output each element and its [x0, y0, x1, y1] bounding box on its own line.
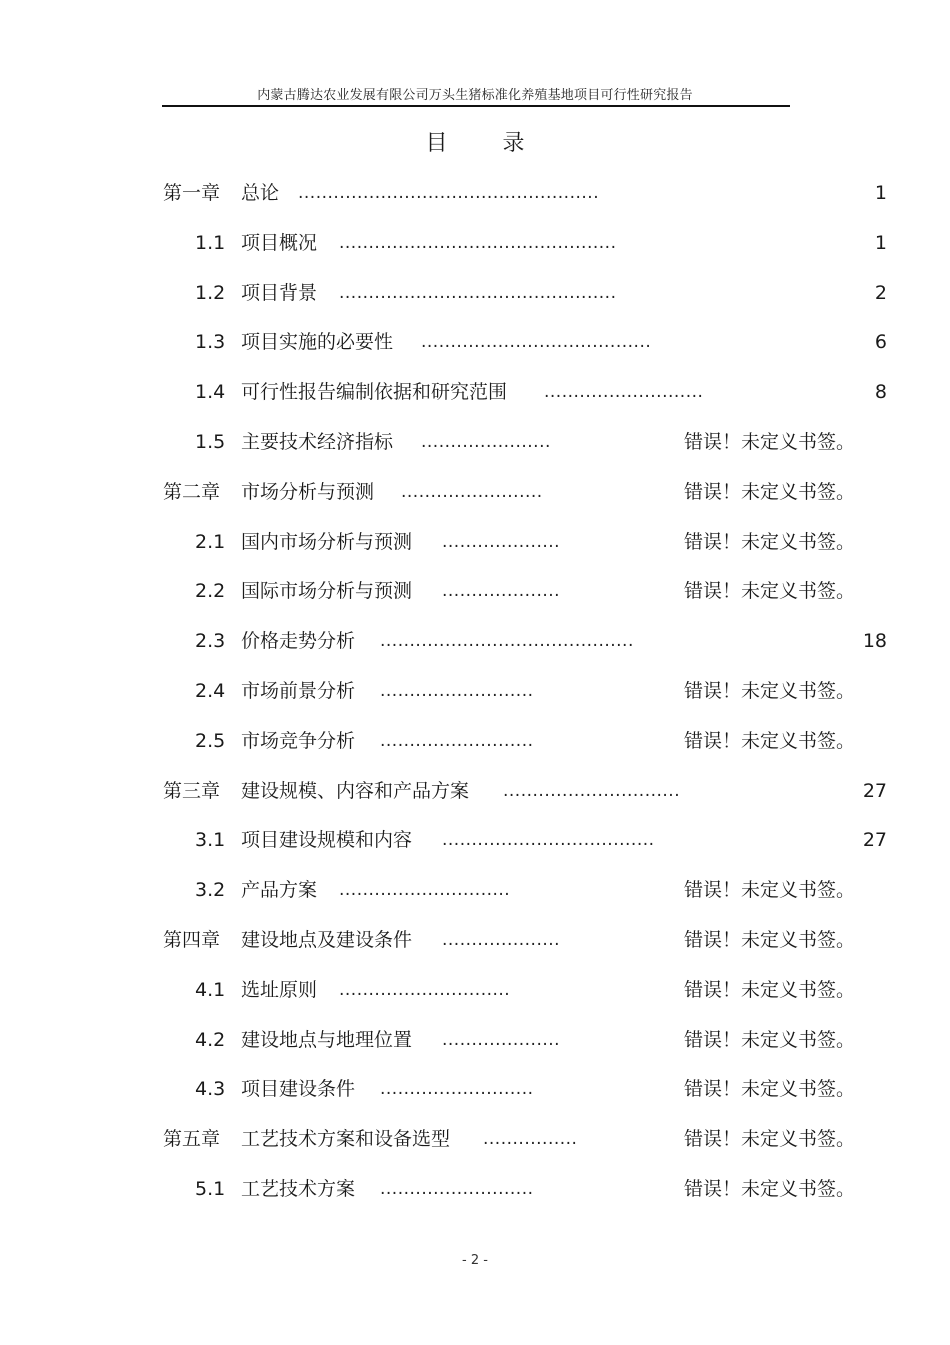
toc-entry-page: 错误！未定义书签。: [684, 1029, 856, 1051]
toc-entry-number: 第四章: [163, 929, 221, 951]
toc-entry-page: 2: [874, 282, 887, 304]
toc-entry[interactable]: [0, 1074, 950, 1104]
toc-entry-page: 1: [874, 232, 887, 254]
toc-entry[interactable]: [0, 975, 950, 1005]
toc-entry-page: 错误！未定义书签。: [684, 730, 856, 752]
toc-entry-leader: ....................: [442, 1030, 561, 1050]
toc-entry-label: 市场竞争分析: [241, 730, 356, 752]
toc-entry[interactable]: [0, 925, 950, 955]
page-number: - 2 -: [462, 1253, 488, 1268]
toc-entry-number: 4.2: [195, 1029, 226, 1051]
toc-entry-number: 第一章: [163, 182, 221, 204]
toc-entry-number: 2.1: [195, 531, 226, 553]
toc-entry-number: 1.2: [195, 282, 226, 304]
toc-entry-page: 27: [862, 780, 887, 802]
toc-entry-page: 错误！未定义书签。: [684, 929, 856, 951]
toc-entry[interactable]: [0, 377, 950, 407]
toc-entry-label: 价格走势分析: [241, 630, 356, 652]
toc-entry[interactable]: [0, 676, 950, 706]
toc-entry-number: 第二章: [163, 481, 221, 503]
toc-entry-leader: ..........................: [380, 1079, 534, 1099]
toc-entry[interactable]: [0, 1174, 950, 1204]
toc-entry[interactable]: [0, 626, 950, 656]
toc-entry-page: 错误！未定义书签。: [684, 1078, 856, 1100]
toc-entry-label: 项目建设规模和内容: [241, 829, 413, 851]
toc-entry-number: 2.2: [195, 580, 226, 602]
toc-entry-page: 1: [874, 182, 887, 204]
toc-entry[interactable]: [0, 178, 950, 208]
toc-entry[interactable]: [0, 327, 950, 357]
toc-entry-number: 4.1: [195, 979, 226, 1001]
toc-entry-leader: ....................: [442, 930, 561, 950]
toc-entry-leader: ...............................................: [339, 233, 617, 253]
toc-entry-number: 1.1: [195, 232, 226, 254]
toc-entry-page: 错误！未定义书签。: [684, 481, 856, 503]
toc-entry-number: 4.3: [195, 1078, 226, 1100]
toc-entry-number: 3.1: [195, 829, 226, 851]
toc-entry-page: 错误！未定义书签。: [684, 1128, 856, 1150]
toc-entry-leader: ....................: [442, 532, 561, 552]
toc-entry-label: 市场前景分析: [241, 680, 356, 702]
toc-entry-label: 工艺技术方案: [241, 1178, 356, 1200]
toc-entry-leader: ..........................: [380, 681, 534, 701]
toc-entry[interactable]: [0, 228, 950, 258]
toc-entry[interactable]: [0, 427, 950, 457]
toc-entry[interactable]: [0, 278, 950, 308]
toc-entry-label: 项目背景: [241, 282, 318, 304]
toc-entry-label: 项目概况: [241, 232, 318, 254]
toc-entry-page: 27: [862, 829, 887, 851]
toc-entry-label: 可行性报告编制依据和研究范围: [241, 381, 508, 403]
toc-entry-number: 1.4: [195, 381, 226, 403]
toc-entry-page: 错误！未定义书签。: [684, 580, 856, 602]
toc-entry-page: 错误！未定义书签。: [684, 879, 856, 901]
toc-entry-page: 错误！未定义书签。: [684, 431, 856, 453]
toc-entry-leader: ................: [483, 1129, 578, 1149]
toc-entry-leader: .............................: [339, 980, 511, 1000]
toc-entry-leader: ....................................: [442, 830, 655, 850]
toc-entry-label: 建设地点与地理位置: [241, 1029, 413, 1051]
toc-entry-label: 市场分析与预测: [241, 481, 375, 503]
toc-entry[interactable]: [0, 477, 950, 507]
toc-entry-leader: .......................................: [421, 332, 652, 352]
toc-entry-label: 国际市场分析与预测: [241, 580, 413, 602]
toc-entry-leader: ..........................: [380, 1179, 534, 1199]
toc-entry-number: 3.2: [195, 879, 226, 901]
toc-entry[interactable]: [0, 527, 950, 557]
toc-entry-label: 选址原则: [241, 979, 318, 1001]
toc-entry-number: 2.3: [195, 630, 226, 652]
toc-entry-page: 错误！未定义书签。: [684, 531, 856, 553]
toc-entry[interactable]: [0, 1124, 950, 1154]
toc-entry-number: 5.1: [195, 1178, 226, 1200]
toc-entry[interactable]: [0, 825, 950, 855]
toc-entry-label: 工艺技术方案和设备选型: [241, 1128, 451, 1150]
toc-entry[interactable]: [0, 875, 950, 905]
toc-entry-page: 8: [874, 381, 887, 403]
toc-entry-number: 2.4: [195, 680, 226, 702]
toc-entry-label: 项目实施的必要性: [241, 331, 394, 353]
header-rule: [162, 105, 790, 107]
toc-entry-number: 第三章: [163, 780, 221, 802]
toc-entry[interactable]: [0, 726, 950, 756]
toc-entry-leader: ......................: [421, 432, 551, 452]
toc-entry-page: 错误！未定义书签。: [684, 1178, 856, 1200]
toc-entry-leader: ...............................................: [339, 283, 617, 303]
toc-entry-leader: ....................: [442, 581, 561, 601]
toc-entry-leader: ...........................: [544, 382, 704, 402]
toc-entry-label: 主要技术经济指标: [241, 431, 394, 453]
page-header: 内蒙古腾达农业发展有限公司万头生猪标准化养殖基地项目可行性研究报告: [257, 88, 693, 103]
toc-entry-number: 1.3: [195, 331, 226, 353]
toc-entry-label: 建设规模、内容和产品方案: [241, 780, 470, 802]
toc-entry-page: 错误！未定义书签。: [684, 680, 856, 702]
toc-entry-page: 18: [862, 630, 887, 652]
toc-entry-label: 产品方案: [241, 879, 318, 901]
toc-entry[interactable]: [0, 576, 950, 606]
toc-title: 目 录: [425, 131, 549, 156]
toc-entry-number: 第五章: [163, 1128, 221, 1150]
toc-entry-leader: ........................: [401, 482, 543, 502]
toc-entry-number: 2.5: [195, 730, 226, 752]
toc-entry-leader: ..........................: [380, 731, 534, 751]
toc-entry-label: 国内市场分析与预测: [241, 531, 413, 553]
toc-entry[interactable]: [0, 776, 950, 806]
toc-entry-leader: ...........................................: [380, 631, 634, 651]
toc-entry-page: 错误！未定义书签。: [684, 979, 856, 1001]
toc-entry-page: 6: [874, 331, 887, 353]
toc-entry-leader: .............................: [339, 880, 511, 900]
toc-entry-leader: ..............................: [503, 781, 681, 801]
toc-entry-leader: ...................................................: [298, 183, 600, 203]
toc-entry-number: 1.5: [195, 431, 226, 453]
toc-entry-label: 建设地点及建设条件: [241, 929, 413, 951]
toc-entry-label: 项目建设条件: [241, 1078, 356, 1100]
toc-entry[interactable]: [0, 1025, 950, 1055]
toc-entry-label: 总论: [241, 182, 280, 204]
